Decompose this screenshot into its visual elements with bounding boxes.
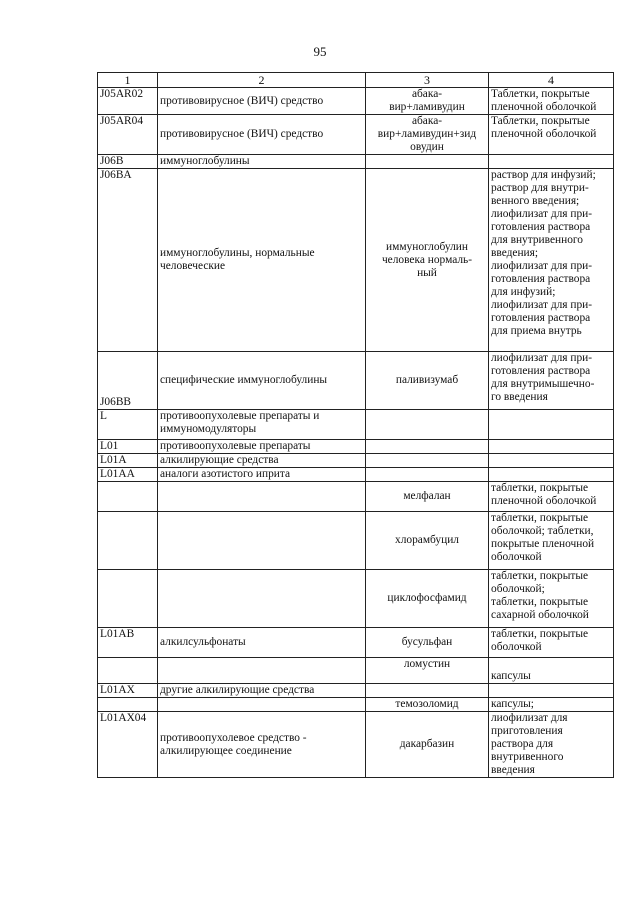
table-row <box>98 698 614 712</box>
cell-group: алкилсульфонаты <box>158 628 366 658</box>
table-row <box>98 454 614 468</box>
cell-form: лиофилизат для приготовления раствора для внутривенного введения <box>489 712 614 778</box>
cell-drug <box>366 684 489 698</box>
table-row <box>98 88 614 115</box>
cell-form <box>489 684 614 698</box>
cell-form <box>489 410 614 440</box>
cell-drug: иммуноглобулин человека нормаль- ный <box>366 169 489 352</box>
table-row <box>98 440 614 454</box>
cell-code <box>98 512 158 570</box>
cell-code: L01AB <box>98 628 158 658</box>
cell-code: L01AA <box>98 468 158 482</box>
cell-group <box>158 482 366 512</box>
cell-code <box>98 482 158 512</box>
table-row <box>98 570 614 628</box>
cell-group: противоопухолевые препараты и иммуномодуляторы <box>158 410 366 440</box>
cell-drug <box>366 410 489 440</box>
cell-drug: ломустин <box>366 658 489 684</box>
cell-form: раствор для инфузий; раствор для внутри- венного введения; лиофилизат для при- готовления раствора для внутривенного введения; лиофилизат для при- готовления раствора для инфузий; лиофилизат для при- готовления раствора для приема внутрь <box>489 169 614 352</box>
table-row <box>98 352 614 410</box>
cell-drug <box>366 454 489 468</box>
cell-form: капсулы; <box>489 698 614 712</box>
cell-code <box>98 658 158 684</box>
cell-form: капсулы <box>489 658 614 684</box>
header-col-3: 3 <box>366 73 489 88</box>
page-number: 95 <box>313 44 327 59</box>
table-row <box>98 658 614 684</box>
header-col-1: 1 <box>98 73 158 88</box>
cell-drug: мелфалан <box>366 482 489 512</box>
cell-drug <box>366 440 489 454</box>
cell-form: таблетки, покрытые оболочкой; таблетки, покрытые сахарной оболочкой <box>489 570 614 628</box>
cell-drug: циклофосфамид <box>366 570 489 628</box>
cell-form <box>489 468 614 482</box>
cell-group: иммуноглобулины, нормальные человеческие <box>158 169 366 352</box>
cell-group: специфические иммуноглобулины <box>158 352 366 410</box>
table-row <box>98 628 614 658</box>
cell-form: лиофилизат для при- готовления раствора для внутримышечно- го введения <box>489 352 614 410</box>
cell-code <box>98 570 158 628</box>
cell-drug <box>366 155 489 169</box>
cell-drug: бусульфан <box>366 628 489 658</box>
cell-drug: паливизумаб <box>366 352 489 410</box>
cell-form: таблетки, покрытые оболочкой; таблетки, покрытые пленочной оболочкой <box>489 512 614 570</box>
cell-form: Таблетки, покрытые пленочной оболочкой <box>489 88 614 115</box>
cell-code: L <box>98 410 158 440</box>
drug-table <box>97 72 614 778</box>
cell-drug: хлорамбуцил <box>366 512 489 570</box>
cell-drug: дакарбазин <box>366 712 489 778</box>
cell-form: таблетки, покрытые пленочной оболочкой <box>489 482 614 512</box>
cell-group <box>158 658 366 684</box>
cell-code: J06B <box>98 155 158 169</box>
cell-form: таблетки, покрытые оболочкой <box>489 628 614 658</box>
table-row <box>98 482 614 512</box>
header-col-4: 4 <box>489 73 614 88</box>
table-row <box>98 512 614 570</box>
cell-group <box>158 512 366 570</box>
cell-code: J06BA <box>98 169 158 352</box>
cell-drug: темозоломид <box>366 698 489 712</box>
table-row <box>98 115 614 155</box>
cell-group: противоопухолевые препараты <box>158 440 366 454</box>
cell-code: L01AX <box>98 684 158 698</box>
header-col-2: 2 <box>158 73 366 88</box>
cell-code: J06BB <box>98 352 158 410</box>
cell-code: L01A <box>98 454 158 468</box>
cell-code: L01AX04 <box>98 712 158 778</box>
cell-drug: абака- вир+ламивудин+зид овудин <box>366 115 489 155</box>
cell-code: J05AR02 <box>98 88 158 115</box>
table-row <box>98 169 614 352</box>
table-row <box>98 468 614 482</box>
cell-code <box>98 698 158 712</box>
cell-form: Таблетки, покрытые пленочной оболочкой <box>489 115 614 155</box>
table-row <box>98 155 614 169</box>
cell-code: L01 <box>98 440 158 454</box>
cell-drug <box>366 468 489 482</box>
cell-group: противоопухолевое средство - алкилирующее соединение <box>158 712 366 778</box>
cell-group: другие алкилирующие средства <box>158 684 366 698</box>
cell-form <box>489 440 614 454</box>
cell-group: противовирусное (ВИЧ) средство <box>158 88 366 115</box>
cell-form <box>489 155 614 169</box>
cell-group: аналоги азотистого иприта <box>158 468 366 482</box>
table-row <box>98 410 614 440</box>
cell-drug: абака- вир+ламивудин <box>366 88 489 115</box>
cell-group: иммуноглобулины <box>158 155 366 169</box>
cell-form <box>489 454 614 468</box>
table-row <box>98 712 614 778</box>
cell-code: J05AR04 <box>98 115 158 155</box>
cell-group <box>158 570 366 628</box>
table-row <box>98 684 614 698</box>
cell-group <box>158 698 366 712</box>
cell-group: противовирусное (ВИЧ) средство <box>158 115 366 155</box>
cell-group: алкилирующие средства <box>158 454 366 468</box>
header-row <box>98 73 614 88</box>
